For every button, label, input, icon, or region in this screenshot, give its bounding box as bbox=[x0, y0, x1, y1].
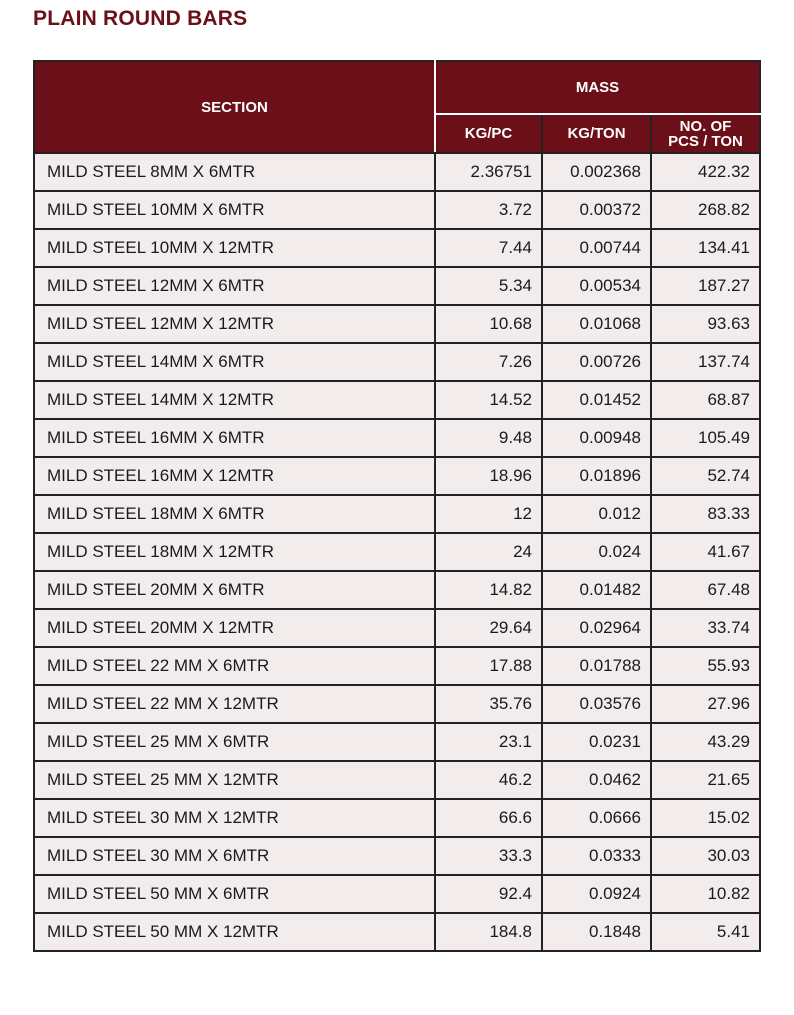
cell-section: MILD STEEL 30 MM X 12MTR bbox=[34, 799, 435, 837]
cell-section: MILD STEEL 50 MM X 12MTR bbox=[34, 913, 435, 951]
cell-pcs-ton: 187.27 bbox=[651, 267, 760, 305]
cell-kg-pc: 17.88 bbox=[435, 647, 542, 685]
cell-section: MILD STEEL 30 MM X 6MTR bbox=[34, 837, 435, 875]
table-row bbox=[34, 761, 760, 799]
cell-pcs-ton: 134.41 bbox=[651, 229, 760, 267]
cell-pcs-ton: 93.63 bbox=[651, 305, 760, 343]
cell-kg-ton: 0.0333 bbox=[542, 837, 651, 875]
cell-kg-pc: 24 bbox=[435, 533, 542, 571]
cell-kg-ton: 0.012 bbox=[542, 495, 651, 533]
cell-section: MILD STEEL 18MM X 6MTR bbox=[34, 495, 435, 533]
cell-pcs-ton: 67.48 bbox=[651, 571, 760, 609]
cell-kg-ton: 0.00744 bbox=[542, 229, 651, 267]
cell-kg-ton: 0.00372 bbox=[542, 191, 651, 229]
header-kg-pc: KG/PC bbox=[435, 114, 542, 153]
cell-kg-pc: 14.52 bbox=[435, 381, 542, 419]
table-row bbox=[34, 533, 760, 571]
cell-kg-ton: 0.002368 bbox=[542, 153, 651, 191]
cell-pcs-ton: 52.74 bbox=[651, 457, 760, 495]
plain-round-bars-table bbox=[33, 60, 761, 952]
cell-kg-pc: 9.48 bbox=[435, 419, 542, 457]
cell-section: MILD STEEL 10MM X 6MTR bbox=[34, 191, 435, 229]
cell-pcs-ton: 422.32 bbox=[651, 153, 760, 191]
cell-pcs-ton: 268.82 bbox=[651, 191, 760, 229]
cell-section: MILD STEEL 20MM X 12MTR bbox=[34, 609, 435, 647]
cell-pcs-ton: 27.96 bbox=[651, 685, 760, 723]
cell-kg-pc: 2.36751 bbox=[435, 153, 542, 191]
table-row bbox=[34, 343, 760, 381]
cell-kg-ton: 0.00948 bbox=[542, 419, 651, 457]
header-section: SECTION bbox=[34, 61, 435, 153]
header-pcs-ton-line1: NO. OF bbox=[679, 117, 732, 135]
cell-kg-pc: 3.72 bbox=[435, 191, 542, 229]
cell-kg-ton: 0.00534 bbox=[542, 267, 651, 305]
cell-kg-pc: 7.44 bbox=[435, 229, 542, 267]
cell-pcs-ton: 33.74 bbox=[651, 609, 760, 647]
cell-pcs-ton: 55.93 bbox=[651, 647, 760, 685]
cell-kg-ton: 0.03576 bbox=[542, 685, 651, 723]
cell-kg-ton: 0.01482 bbox=[542, 571, 651, 609]
cell-pcs-ton: 5.41 bbox=[651, 913, 760, 951]
cell-kg-pc: 23.1 bbox=[435, 723, 542, 761]
table-row bbox=[34, 799, 760, 837]
table-row bbox=[34, 875, 760, 913]
cell-kg-ton: 0.0666 bbox=[542, 799, 651, 837]
cell-pcs-ton: 30.03 bbox=[651, 837, 760, 875]
header-kg-ton: KG/TON bbox=[542, 114, 651, 153]
table-row bbox=[34, 381, 760, 419]
header-mass: MASS bbox=[435, 61, 760, 114]
cell-kg-pc: 29.64 bbox=[435, 609, 542, 647]
cell-kg-ton: 0.01068 bbox=[542, 305, 651, 343]
cell-section: MILD STEEL 10MM X 12MTR bbox=[34, 229, 435, 267]
cell-kg-ton: 0.02964 bbox=[542, 609, 651, 647]
cell-pcs-ton: 137.74 bbox=[651, 343, 760, 381]
table-body bbox=[34, 153, 760, 951]
cell-kg-pc: 184.8 bbox=[435, 913, 542, 951]
cell-section: MILD STEEL 22 MM X 6MTR bbox=[34, 647, 435, 685]
cell-section: MILD STEEL 20MM X 6MTR bbox=[34, 571, 435, 609]
cell-kg-ton: 0.024 bbox=[542, 533, 651, 571]
cell-kg-pc: 46.2 bbox=[435, 761, 542, 799]
cell-kg-ton: 0.01788 bbox=[542, 647, 651, 685]
cell-kg-ton: 0.0231 bbox=[542, 723, 651, 761]
cell-section: MILD STEEL 25 MM X 6MTR bbox=[34, 723, 435, 761]
cell-pcs-ton: 105.49 bbox=[651, 419, 760, 457]
cell-kg-ton: 0.0462 bbox=[542, 761, 651, 799]
cell-kg-pc: 12 bbox=[435, 495, 542, 533]
cell-kg-pc: 92.4 bbox=[435, 875, 542, 913]
page-title: PLAIN ROUND BARS bbox=[33, 7, 248, 30]
cell-kg-ton: 0.0924 bbox=[542, 875, 651, 913]
cell-section: MILD STEEL 12MM X 12MTR bbox=[34, 305, 435, 343]
cell-kg-pc: 7.26 bbox=[435, 343, 542, 381]
table-row bbox=[34, 153, 760, 191]
table-row bbox=[34, 229, 760, 267]
header-pcs-ton bbox=[651, 114, 760, 153]
table-header bbox=[34, 61, 760, 153]
cell-kg-pc: 35.76 bbox=[435, 685, 542, 723]
cell-section: MILD STEEL 14MM X 6MTR bbox=[34, 343, 435, 381]
table-row bbox=[34, 913, 760, 951]
cell-pcs-ton: 21.65 bbox=[651, 761, 760, 799]
cell-pcs-ton: 43.29 bbox=[651, 723, 760, 761]
cell-kg-ton: 0.01896 bbox=[542, 457, 651, 495]
table-row bbox=[34, 571, 760, 609]
cell-pcs-ton: 83.33 bbox=[651, 495, 760, 533]
table-row bbox=[34, 191, 760, 229]
cell-kg-ton: 0.01452 bbox=[542, 381, 651, 419]
cell-kg-pc: 5.34 bbox=[435, 267, 542, 305]
header-pcs-ton-line2: PCS / TON bbox=[668, 132, 743, 150]
cell-section: MILD STEEL 50 MM X 6MTR bbox=[34, 875, 435, 913]
table-row bbox=[34, 647, 760, 685]
cell-section: MILD STEEL 18MM X 12MTR bbox=[34, 533, 435, 571]
cell-pcs-ton: 41.67 bbox=[651, 533, 760, 571]
cell-section: MILD STEEL 22 MM X 12MTR bbox=[34, 685, 435, 723]
table-row bbox=[34, 837, 760, 875]
cell-kg-pc: 66.6 bbox=[435, 799, 542, 837]
cell-section: MILD STEEL 16MM X 12MTR bbox=[34, 457, 435, 495]
cell-kg-ton: 0.1848 bbox=[542, 913, 651, 951]
table-row bbox=[34, 267, 760, 305]
cell-pcs-ton: 68.87 bbox=[651, 381, 760, 419]
table-row bbox=[34, 457, 760, 495]
table-row bbox=[34, 723, 760, 761]
table-row bbox=[34, 685, 760, 723]
cell-section: MILD STEEL 25 MM X 12MTR bbox=[34, 761, 435, 799]
cell-kg-ton: 0.00726 bbox=[542, 343, 651, 381]
cell-section: MILD STEEL 14MM X 12MTR bbox=[34, 381, 435, 419]
cell-pcs-ton: 15.02 bbox=[651, 799, 760, 837]
cell-pcs-ton: 10.82 bbox=[651, 875, 760, 913]
table-row bbox=[34, 419, 760, 457]
cell-section: MILD STEEL 12MM X 6MTR bbox=[34, 267, 435, 305]
cell-kg-pc: 18.96 bbox=[435, 457, 542, 495]
table-row bbox=[34, 305, 760, 343]
cell-section: MILD STEEL 8MM X 6MTR bbox=[34, 153, 435, 191]
cell-kg-pc: 33.3 bbox=[435, 837, 542, 875]
cell-kg-pc: 10.68 bbox=[435, 305, 542, 343]
table-row bbox=[34, 609, 760, 647]
table-row bbox=[34, 495, 760, 533]
cell-kg-pc: 14.82 bbox=[435, 571, 542, 609]
cell-section: MILD STEEL 16MM X 6MTR bbox=[34, 419, 435, 457]
